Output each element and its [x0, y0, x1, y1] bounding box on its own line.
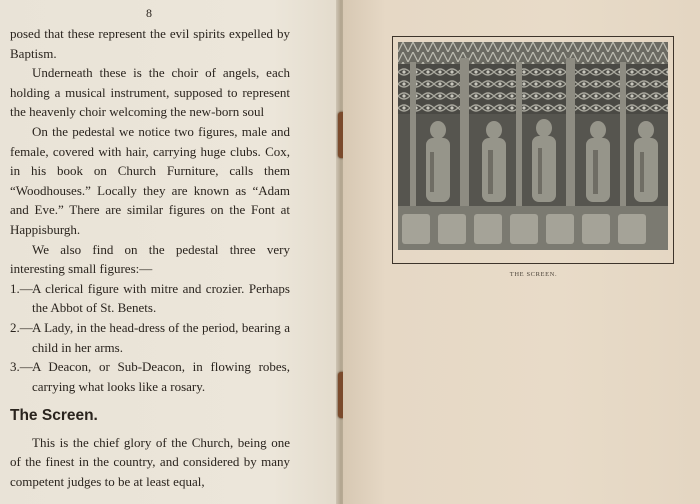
list-text: A Lady, in the head-dress of the period, bearing a child in her arms.	[32, 319, 290, 355]
body-text	[10, 24, 290, 492]
paragraph-3: On the pedestal we notice two figures, male and female, covered with hair, carrying huge clubs. Cox, in his book on Church Furniture, calls them “Woodhouses.” Locally they are known as “Adam and Eve.” There are similar figures on the Font at Happisburgh.	[10, 123, 290, 237]
list-text: A clerical figure with mitre and crozier. Perhaps the Abbot of St. Benets.	[32, 280, 290, 316]
screen-photograph	[398, 42, 668, 250]
paragraph-5: This is the chief glory of the Church, being one of the finest in the country, and considered by many competent judges to be at least equal,	[10, 434, 290, 490]
list-number: 3.—	[10, 359, 33, 375]
list-item	[10, 279, 290, 318]
list-item	[10, 318, 290, 357]
photo-plate-frame	[392, 36, 674, 264]
paragraph-1: posed that these represent the evil spirits expelled by Baptism.	[10, 26, 290, 61]
section-heading: The Screen.	[10, 407, 98, 425]
list-number: 2.—	[10, 319, 33, 335]
paragraph-2: Underneath these is the choir of angels, each holding a musical instrument, supposed to represent the heavenly choir welcoming the new-born soul	[10, 65, 290, 120]
list-text: A Deacon, or Sub-Deacon, in flowing robes, carrying what looks like a rosary.	[32, 359, 290, 394]
paragraph-4: We also find on the pedestal three very interesting small figures:—	[10, 241, 290, 277]
left-page	[0, 0, 340, 504]
photo-caption: THE SCREEN.	[509, 271, 558, 278]
page-number: 8	[146, 6, 152, 20]
list-item	[10, 357, 290, 396]
list-number: 1.—	[10, 280, 33, 296]
rood-screen-image	[398, 42, 668, 250]
